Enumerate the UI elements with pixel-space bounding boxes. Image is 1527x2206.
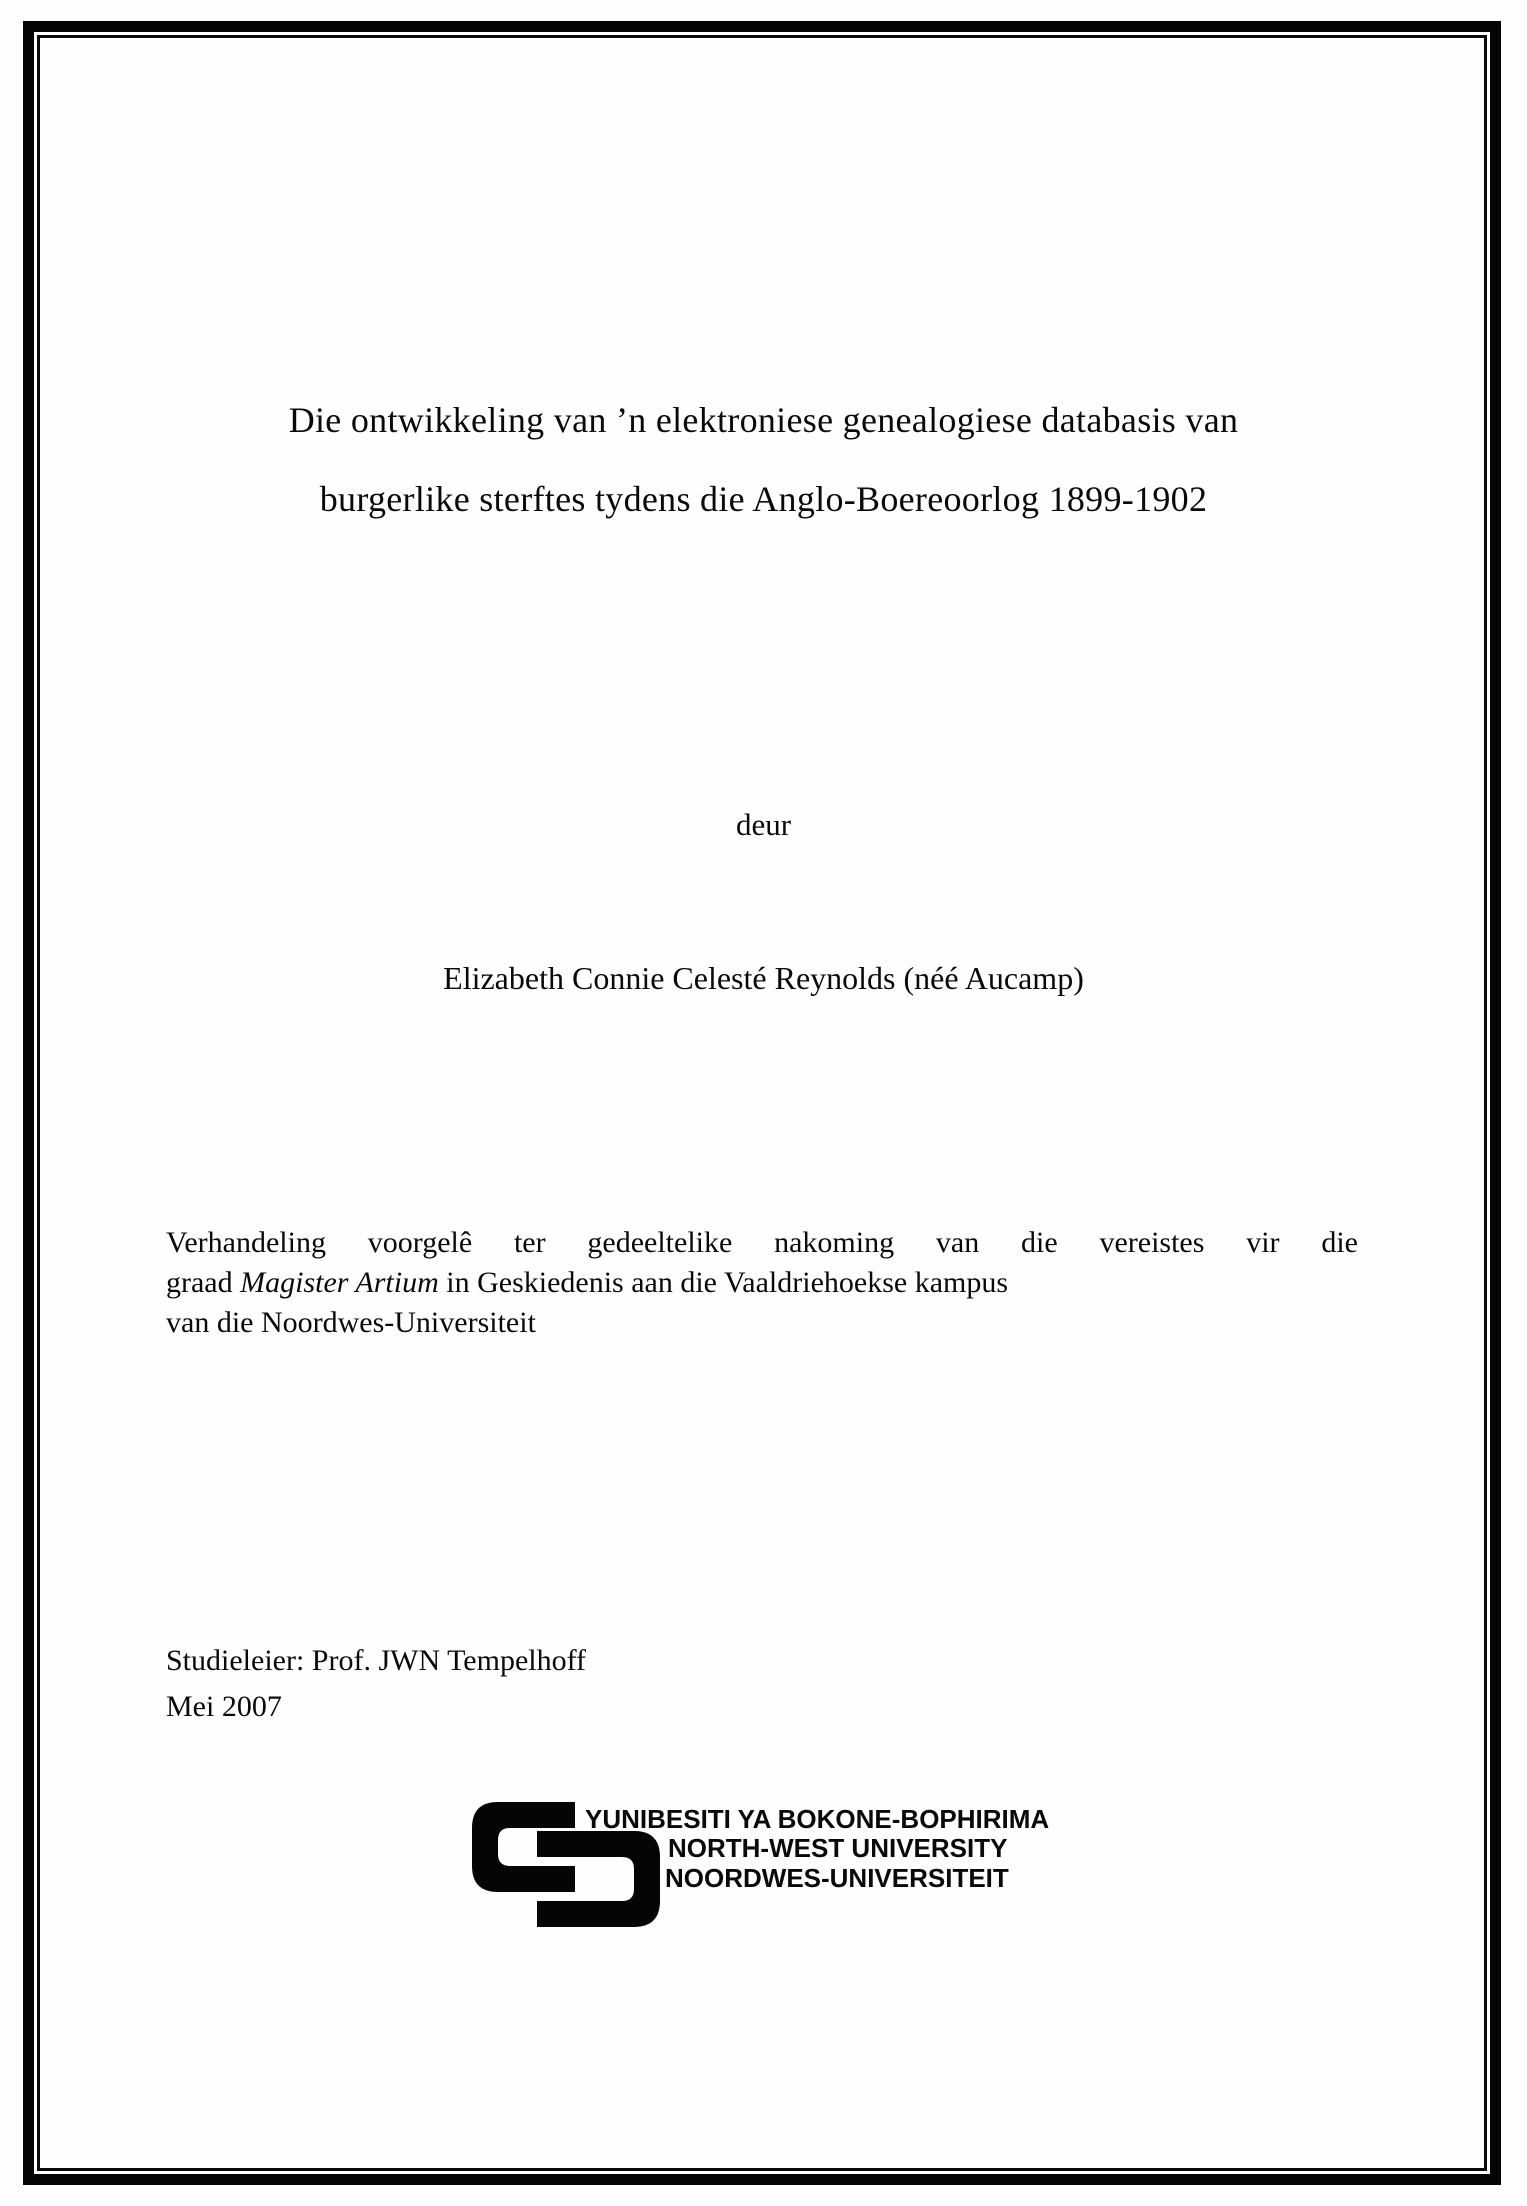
- author-name: Elizabeth Connie Celesté Reynolds (néé Aucamp): [443, 960, 1084, 996]
- document-title: [80, 398, 1447, 521]
- statement-line-3: van die Noordwes-Universiteit: [166, 1306, 536, 1339]
- statement-line-2-prefix: graad: [166, 1266, 241, 1299]
- logo-text-line-2: NORTH-WEST UNIVERSITY: [668, 1833, 1008, 1863]
- supervisor-block: [166, 1638, 586, 1730]
- thesis-statement: [166, 1223, 1358, 1343]
- statement-degree-name: Magister Artium: [240, 1266, 439, 1299]
- logo-text-line-3: NOORDWES-UNIVERSITEIT: [665, 1863, 1009, 1893]
- byline-label: deur: [735, 807, 792, 842]
- statement-line-2-suffix: in Geskiedenis aan die Vaaldriehoekse kampus: [438, 1266, 1009, 1299]
- title-line-2: burgerlike sterftes tydens die Anglo-Boereoorlog 1899-1902: [319, 479, 1208, 519]
- logo-text-line-1: YUNIBESITI YA BOKONE-BOPHIRIMA: [585, 1804, 1050, 1834]
- statement-line-2: [166, 1263, 1358, 1303]
- title-line-1: Die ontwikkeling van ’n elektroniese genealogiese databasis van: [288, 400, 1239, 440]
- statement-line-1: Verhandeling voorgelê ter gedeeltelike nakoming van die vereistes vir die: [166, 1226, 1358, 1259]
- supervisor-line: Studieleier: Prof. JWN Tempelhoff: [166, 1644, 587, 1677]
- university-logo: [472, 1800, 1132, 1940]
- date-line: Mei 2007: [166, 1690, 282, 1723]
